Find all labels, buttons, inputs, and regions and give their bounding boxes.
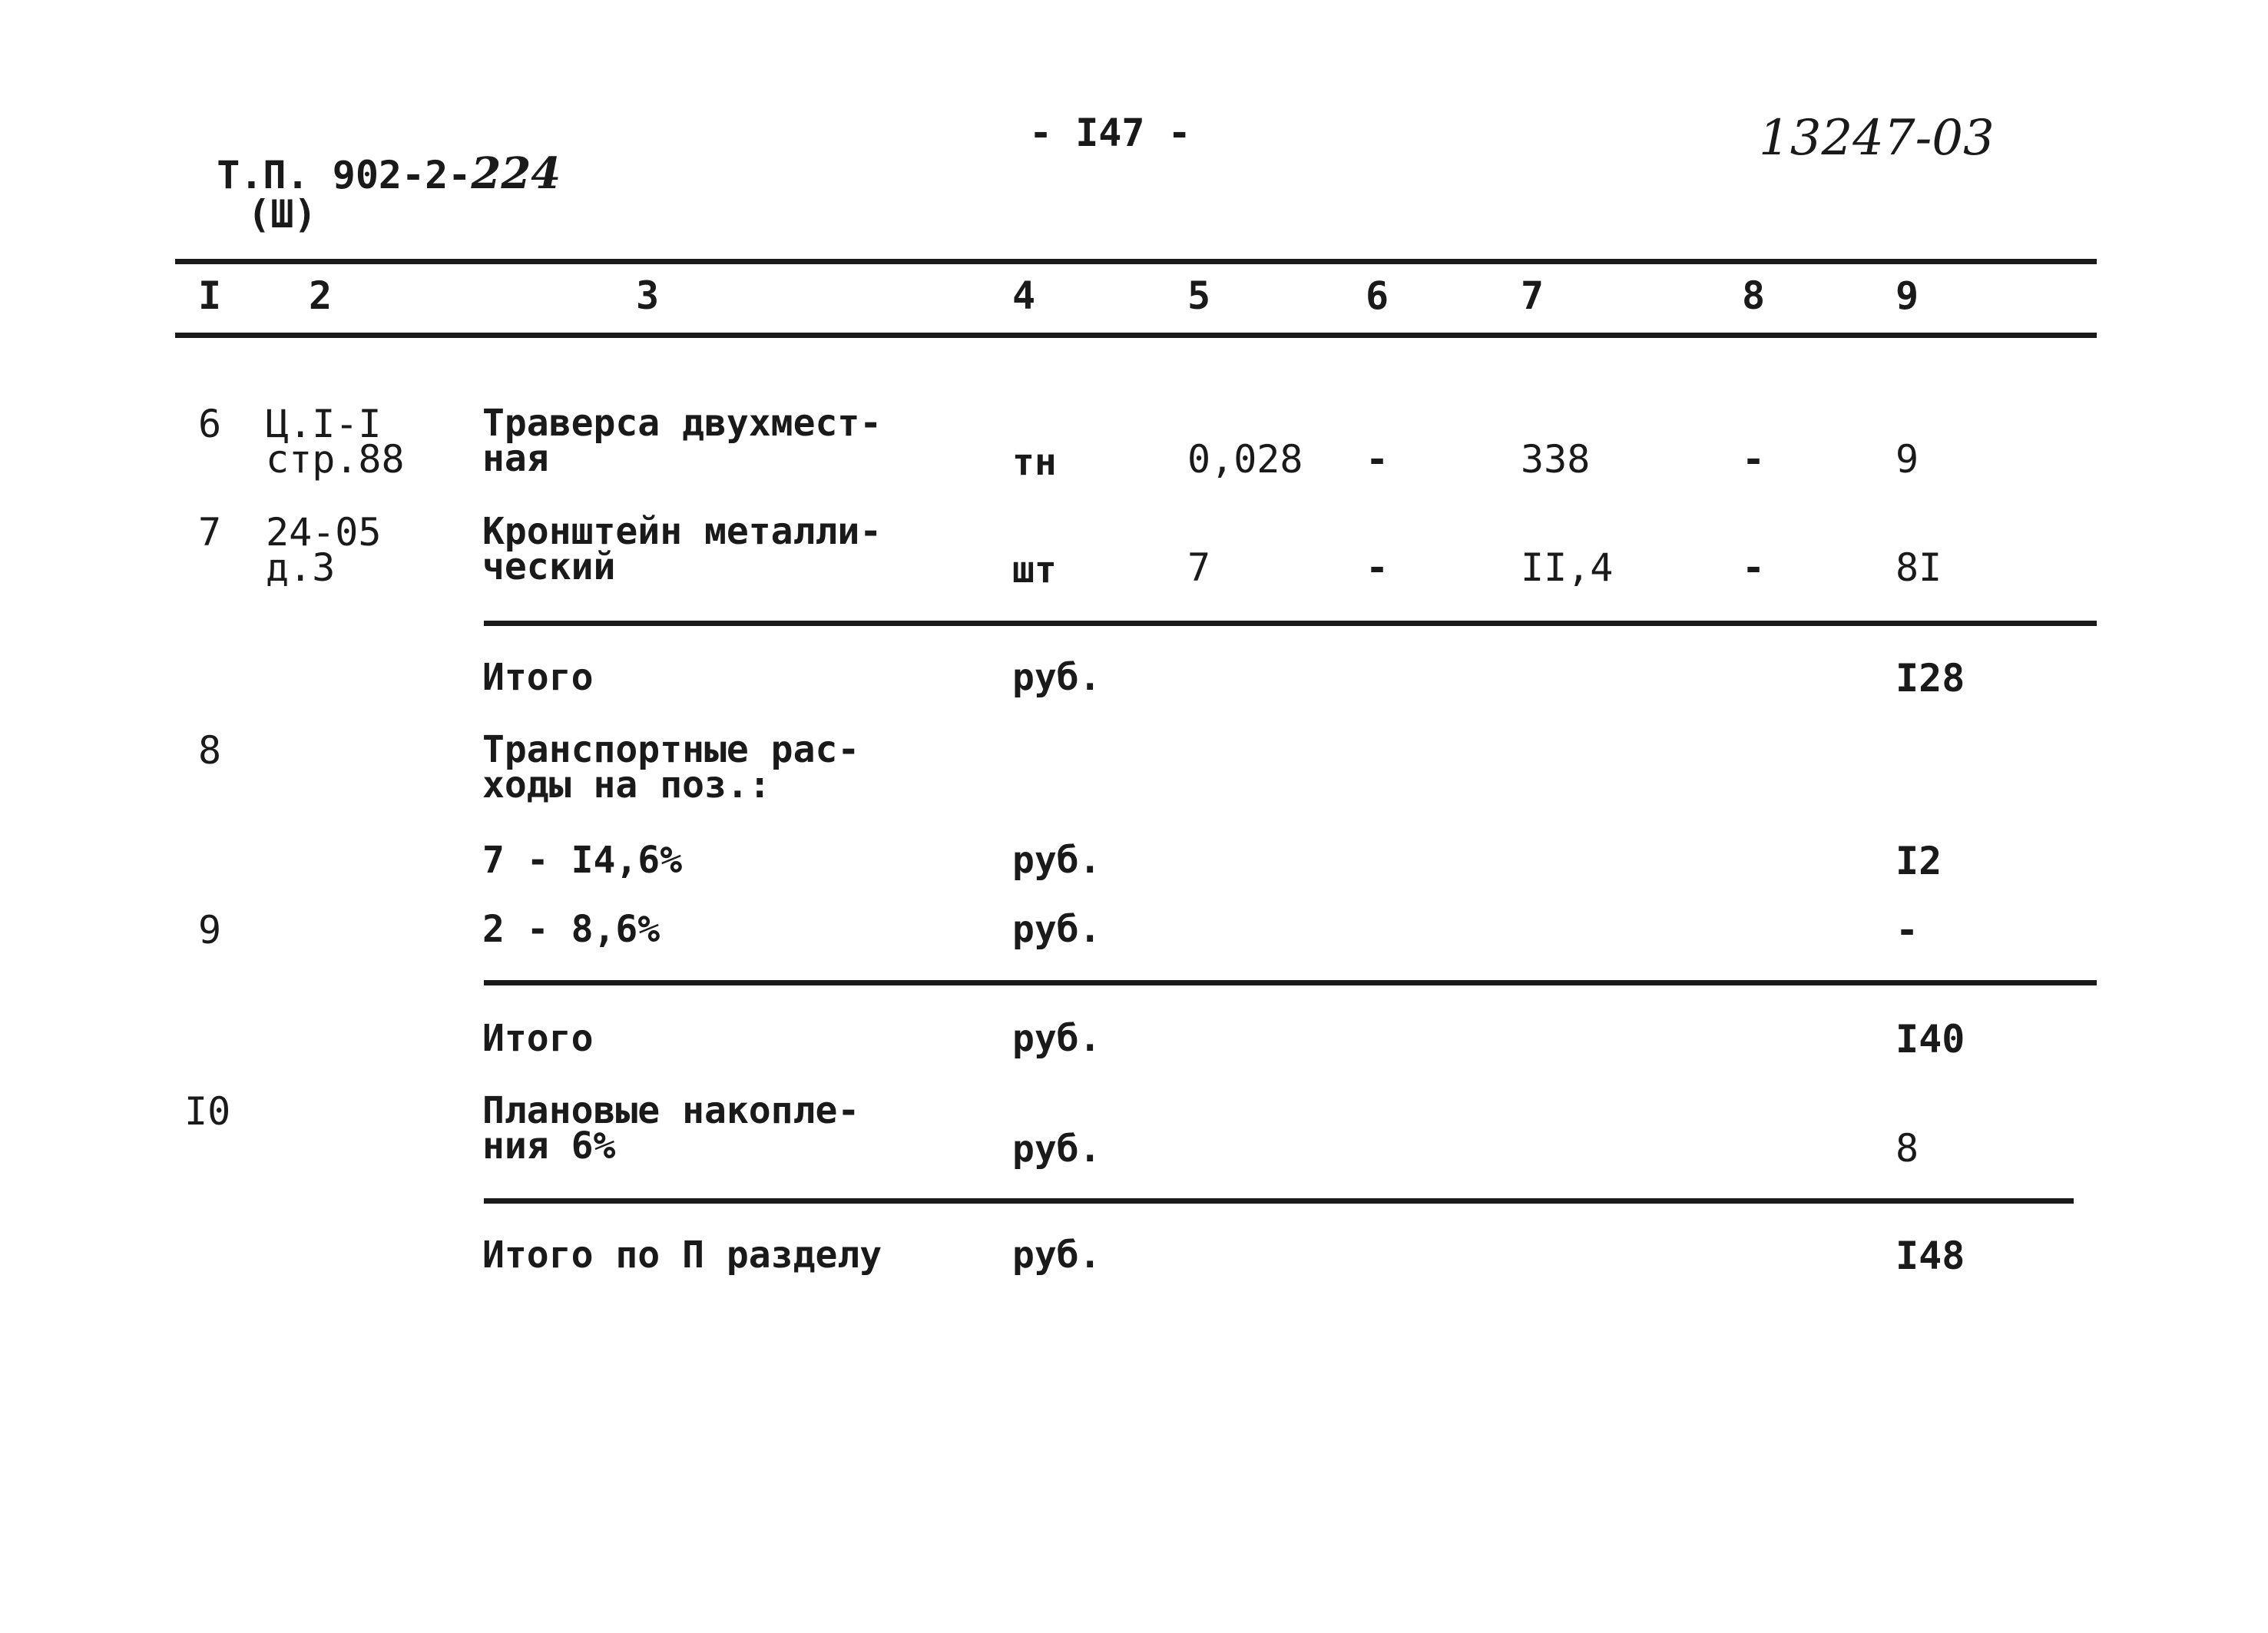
subtotal-total: I28 (1896, 656, 1965, 701)
row-price: 338 (1521, 437, 1591, 482)
col-header-6: 6 (1366, 273, 1389, 318)
planned-label-line1: Плановые накопле- (482, 1089, 860, 1132)
subtotal-label: Итого (482, 656, 594, 699)
transport-item-total: - (1896, 908, 1919, 952)
subtotal-label: Итого (482, 1017, 594, 1060)
section-total-value: I48 (1896, 1234, 1965, 1278)
transport-item-total: I2 (1896, 839, 1942, 883)
row-ref-line1: 24-05 (266, 510, 382, 555)
subtotal-total: I40 (1896, 1017, 1965, 1062)
doc-code-printed: Т.П. 902-2- (217, 153, 472, 197)
row-col6: - (1366, 545, 1389, 590)
transport-item-label: 2 - 8,6% (482, 908, 661, 951)
row-col6: - (1366, 437, 1389, 482)
row-ref-line2: стр.88 (266, 437, 405, 482)
transport-item-pos: 9 (198, 908, 222, 952)
planned-total: 8 (1896, 1126, 1919, 1171)
row-col8: - (1742, 545, 1766, 590)
transport-item-unit: руб. (1012, 908, 1101, 951)
col-header-5: 5 (1187, 273, 1211, 318)
col-header-1: I (198, 273, 222, 318)
section-total-label: Итого по П разделу (482, 1234, 882, 1277)
doc-code-handwritten: 224 (471, 148, 561, 199)
row-unit: тн (1012, 441, 1057, 484)
transport-pos: 8 (198, 728, 222, 773)
doc-suffix: (Ш) (247, 192, 317, 237)
col-header-8: 8 (1742, 273, 1766, 318)
planned-pos: I0 (184, 1089, 231, 1134)
col-header-2: 2 (309, 273, 333, 318)
row-price: II,4 (1521, 545, 1614, 590)
col-header-9: 9 (1896, 273, 1919, 318)
col-header-3: 3 (636, 273, 660, 318)
stamp-number: 13247-03 (1759, 110, 1995, 167)
transport-label-line2: ходы на поз.: (482, 764, 771, 807)
row-total: 9 (1896, 437, 1919, 482)
row-total: 8I (1896, 545, 1942, 590)
page-number: - I47 - (1029, 111, 1191, 155)
subtotal-unit: руб. (1012, 1017, 1101, 1060)
row-name-line1: Кронштейн металли- (482, 510, 882, 553)
subtotal-rule (484, 621, 2097, 626)
row-ref-line2: д.3 (266, 545, 336, 590)
row-name-line1: Траверса двухмест- (482, 402, 882, 445)
col-header-4: 4 (1012, 273, 1036, 318)
transport-item-label: 7 - I4,6% (482, 839, 683, 882)
row-name-line2: ческий (482, 545, 616, 588)
planned-unit: руб. (1012, 1128, 1101, 1171)
doc-code (171, 114, 561, 237)
row-pos: 7 (198, 510, 222, 555)
section-total-rule (484, 1198, 2074, 1204)
row-name-line2: ная (482, 437, 549, 480)
planned-label-line2: ния 6% (482, 1125, 616, 1168)
row-ref-line1: Ц.I-I (266, 402, 382, 446)
col-header-7: 7 (1521, 273, 1545, 318)
row-qty: 0,028 (1187, 437, 1303, 482)
section-total-unit: руб. (1012, 1234, 1101, 1277)
transport-label-line1: Транспортные рас- (482, 728, 860, 771)
subtotal-unit: руб. (1012, 656, 1101, 699)
subtotal-rule (484, 980, 2097, 985)
transport-item-unit: руб. (1012, 839, 1101, 882)
row-qty: 7 (1187, 545, 1211, 590)
table-header-rule (175, 333, 2097, 338)
row-col8: - (1742, 437, 1766, 482)
row-pos: 6 (198, 402, 222, 446)
row-unit: шт (1012, 548, 1057, 591)
table-top-rule (175, 259, 2097, 264)
